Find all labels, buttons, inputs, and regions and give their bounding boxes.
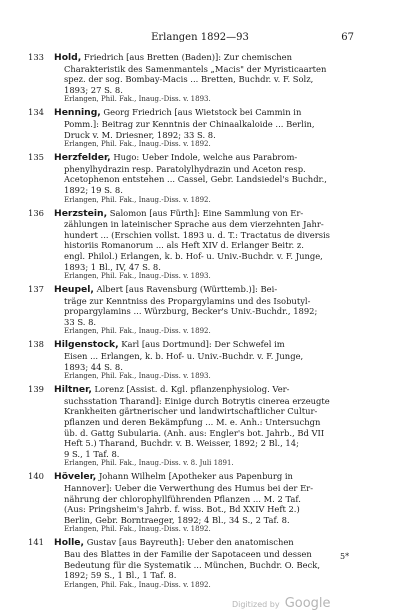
entry-line: Berlin, Gebr. Borntraeger, 1892; 4 Bl., 34 S., 2 Taf. 8. [64, 514, 290, 525]
bibliography-entry [0, 384, 400, 468]
entry-line: 9 S., 1 Taf. 8. [64, 448, 120, 459]
entry-line: Bau des Blattes in der Familie der Sapotaceen und dessen [64, 548, 312, 559]
entry-line [54, 107, 364, 119]
entry-body [54, 537, 364, 580]
dissertation-note: Erlangen, Phil. Fak., Inaug.-Diss. v. 1893. [64, 372, 211, 381]
entry-line [54, 284, 364, 296]
entry-number: 140 [28, 471, 44, 482]
bibliography-entry [0, 284, 400, 336]
entry-text: Salomon [aus Fürth]: Eine Sammlung von Er- [107, 207, 304, 218]
entry-line [54, 208, 364, 220]
dissertation-note: Erlangen, Phil. Fak., Inaug.-Diss. v. 1892. [64, 140, 211, 149]
entry-line: phenylhydrazin resp. Paratolylhydrazin und Aceton resp. [64, 163, 306, 174]
dissertation-note: Erlangen, Phil. Fak., Inaug.-Diss. v. 1892. [64, 580, 211, 589]
entry-body [54, 107, 364, 140]
author-name: Heupel, [54, 284, 94, 296]
entry-text: Lorenz [Assist. d. Kgl. pflanzenphysiolog. Ver- [91, 384, 290, 395]
dissertation-note: Erlangen, Phil. Fak., Inaug.-Diss. v. 1892. [64, 525, 211, 534]
entry-line: zählungen in lateinischer Sprache aus dem vierzehnten Jahr- [64, 219, 324, 230]
entry-line: pflanzen und deren Bekämpfung ... M. e. Anh.: Untersuchgn [64, 417, 321, 428]
entry-line: Druck v. M. Driesner, 1892; 33 S. 8. [64, 129, 216, 140]
dissertation-note: Erlangen, Phil. Fak., Inaug.-Diss. v. 1893. [64, 272, 211, 281]
entry-line: 33 S. 8. [64, 316, 97, 327]
bibliography-entry [0, 208, 400, 282]
author-name: Herzstein, [54, 207, 108, 219]
entry-number: 138 [28, 339, 44, 350]
entry-line: nährung der chlorophyllführenden Pflanzen ... M. 2 Taf. [64, 493, 301, 504]
entry-body [54, 471, 364, 525]
entry-text: Johann Wilhelm [Apotheker aus Papenburg in [96, 471, 293, 482]
page-title: Erlangen 1892—93 [151, 32, 249, 43]
entry-line: 1893; 1 Bl., IV, 47 S. 8. [64, 261, 161, 272]
entry-number: 135 [28, 152, 44, 163]
entry-number: 137 [28, 284, 44, 295]
entry-line: historiis Romanorum ... als Heft XIV d. Erlanger Beitr. z. [64, 240, 304, 251]
entry-number: 141 [28, 537, 44, 548]
entry-body [54, 208, 364, 273]
bibliography-entry [0, 537, 400, 589]
bibliography-entry [0, 107, 400, 149]
entry-line [54, 339, 364, 351]
entry-line: üb. d. Gattg Subularia. (Anh. aus: Engler's bot. Jahrb., Bd VII [64, 427, 325, 438]
entry-line: Hannover]: Ueber die Verwerthung des Humus bei der Er- [64, 483, 314, 493]
entry-line: Heft 5.) Tharand, Buchdr. v. B. Weisser, 1892; 2 Bl., 14; [64, 438, 299, 449]
author-name: Höveler, [54, 471, 97, 483]
entry-line: Acetophenon entstehen ... Cassel, Gebr. Landsiedel's Buchdr., [64, 174, 327, 185]
entry-line [54, 471, 364, 483]
entry-line: 1892; 19 S. 8. [64, 184, 123, 195]
page-number: 67 [341, 32, 354, 43]
running-header [0, 32, 400, 46]
author-name: Herzfelder, [54, 152, 111, 164]
entry-line: propargylamins ... Würzburg, Becker's Univ.-Buchdr., 1892; [64, 306, 318, 317]
entry-body [54, 284, 364, 327]
bibliography-entry [0, 339, 400, 381]
author-name: Hiltner, [54, 384, 92, 396]
entry-text: Gustav [aus Bayreuth]: Ueber den anatomischen [84, 537, 294, 548]
entry-text: Albert [aus Ravensburg (Württemb.)]: Bei- [93, 284, 278, 295]
entry-text: Friedrich [aus Bretten (Baden)]: Zur chemischen [81, 52, 293, 62]
entry-number: 133 [28, 52, 44, 62]
dissertation-note: Erlangen, Phil. Fak., Inaug.-Diss. v. 8. Juli 1891. [64, 459, 234, 468]
watermark-brand: Google [284, 596, 331, 611]
entry-line: Charakteristik des Samenmantels „Macis" der Myristicaarten [64, 63, 327, 74]
entry-body [54, 152, 364, 195]
entry-line: 1892; 59 S., 1 Bl., 1 Taf. 8. [64, 570, 177, 581]
dissertation-note: Erlangen, Phil. Fak., Inaug.-Diss. v. 1892. [64, 327, 211, 336]
entry-line: 1893; 27 S. 8. [64, 84, 123, 95]
author-name: Hilgenstock, [54, 339, 119, 351]
author-name: Holle, [54, 537, 85, 549]
entry-line: (Aus: Pringsheim's Jahrb. f. wiss. Bot., Bd XXIV Heft 2.) [64, 504, 300, 515]
entry-line: engl. Philol.) Erlangen, k. b. Hof- u. Univ.-Buchdr. v. F. Junge, [64, 250, 323, 261]
bibliography-entry [0, 471, 400, 534]
entry-line: suchsstation Tharand]: Einige durch Botrytis cinerea erzeugte [64, 395, 330, 406]
entry-body [54, 52, 364, 95]
entry-line: Bedeutung für die Systematik ... München, Buchdr. O. Beck, [64, 559, 321, 570]
author-name: Hold, [54, 52, 82, 63]
dissertation-note: Erlangen, Phil. Fak., Inaug.-Diss. v. 1893. [64, 95, 211, 104]
entry-line: Pomm.]: Beitrag zur Kenntnis der Chinaalkaloide ... Berlin, [64, 118, 315, 129]
entry-line: träge zur Kenntniss des Propargylamins und des Isobutyl- [64, 295, 311, 306]
digitized-watermark [232, 592, 331, 611]
entry-line: 1893; 44 S. 8. [64, 361, 123, 372]
entry-line: hundert ... (Erschien vollst. 1893 u. d. T.: Tractatus de diversis [64, 229, 330, 240]
entry-number: 136 [28, 207, 44, 218]
author-name: Henning, [54, 107, 101, 119]
bibliography-list [0, 52, 400, 593]
entry-line [54, 52, 364, 64]
watermark-prefix: Digitized by [232, 600, 280, 609]
entry-line: Eisen ... Erlangen, k. b. Hof- u. Univ.-Buchdr. v. F. Junge, [64, 351, 304, 362]
entry-text: Hugo: Ueber Indole, welche aus Parabrom- [110, 152, 298, 163]
dissertation-note: Erlangen, Phil. Fak., Inaug.-Diss. v. 1892. [64, 195, 211, 204]
entry-body [54, 339, 364, 372]
entry-line [54, 152, 364, 164]
entry-line: spez. der sog. Bombay-Macis ... Bretten, Buchdr. v. F. Solz, [64, 74, 314, 85]
entry-line [54, 537, 364, 549]
entry-text: Georg Friedrich [aus Wietstock bei Cammin in [100, 107, 302, 118]
entry-number: 134 [28, 107, 44, 118]
entry-number: 139 [28, 384, 44, 395]
signature-mark: 5* [340, 552, 350, 561]
bibliography-entry [0, 152, 400, 204]
entry-line: Krankheiten gärtnerischer und landwirtschaftlicher Cultur- [64, 406, 318, 417]
entry-body [54, 384, 364, 459]
entry-text: Karl [aus Dortmund]: Der Schwefel im [118, 339, 285, 350]
bibliography-entry [0, 52, 400, 104]
entry-line [54, 384, 364, 396]
